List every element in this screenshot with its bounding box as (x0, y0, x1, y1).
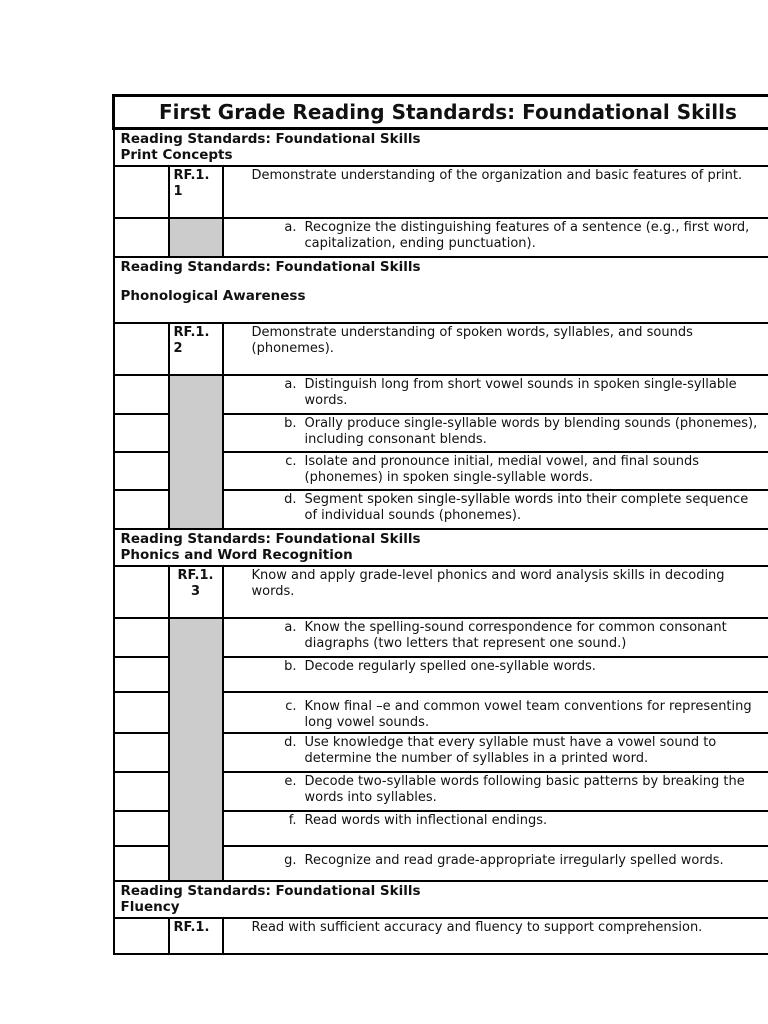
section-subtitle: Fluency (120, 899, 180, 915)
sub-standard-text (223, 452, 768, 490)
sub-standard-text (223, 811, 768, 846)
item-line: Isolate and pronounce initial, medial vowel, and final sounds (304, 454, 700, 469)
checkbox-cell (114, 918, 169, 954)
standards-document (112, 94, 768, 955)
item-letter: b. (284, 659, 297, 674)
item-line: words into syllables. (304, 790, 437, 805)
sub-standard-row (114, 375, 768, 414)
sub-item (252, 377, 768, 409)
standard-line: Demonstrate understanding of spoken words, syllables, and sounds (251, 325, 693, 340)
item-text (305, 813, 548, 829)
item-text (305, 454, 700, 486)
item-text (305, 853, 724, 869)
section-heading-row (114, 529, 768, 566)
sub-item (252, 492, 768, 524)
standard-text (223, 918, 768, 954)
standard-line: Demonstrate understanding of the organization and basic features of print. (251, 168, 743, 183)
item-letter: a. (284, 377, 297, 392)
sub-standard-row (114, 618, 768, 657)
sub-standard-text (223, 657, 768, 692)
document-title: First Grade Reading Standards: Foundational Skills (114, 96, 768, 129)
item-letter: d. (284, 735, 297, 750)
standard-code: RF.1. 2 (169, 323, 223, 375)
item-line: Recognize and read grade-appropriate irregularly spelled words. (304, 853, 724, 868)
item-line: (phonemes) in spoken single-syllable words. (304, 470, 593, 485)
checkbox-cell (114, 566, 169, 618)
item-line: Read words with inflectional endings. (304, 813, 548, 828)
item-letter: a. (284, 220, 297, 235)
checkbox-cell (114, 618, 169, 657)
sub-item (252, 620, 768, 652)
standards-table (112, 94, 768, 955)
sub-standard-text (223, 375, 768, 414)
standard-row (114, 323, 768, 375)
section-heading-row (114, 881, 768, 918)
item-text (305, 774, 745, 806)
standard-code: RF.1. (169, 918, 223, 954)
sub-item (252, 813, 768, 829)
sub-standard-row (114, 218, 768, 257)
checkbox-cell (114, 657, 169, 692)
item-letter: g. (284, 853, 297, 868)
standard-text (223, 166, 768, 218)
section-subtitle: Print Concepts (120, 147, 233, 163)
item-text (305, 659, 596, 675)
sub-item (252, 853, 768, 869)
shaded-cell (169, 375, 223, 529)
sub-standard-text (223, 618, 768, 657)
standard-row (114, 918, 768, 954)
standard-row (114, 566, 768, 618)
standard-row (114, 166, 768, 218)
item-letter: a. (284, 620, 297, 635)
standard-text (223, 566, 768, 618)
section-heading-row (114, 257, 768, 323)
standard-line: Read with sufficient accuracy and fluency to support comprehension. (251, 920, 703, 935)
sub-item (252, 416, 768, 448)
checkbox-cell (114, 811, 169, 846)
standard-line: Know and apply grade-level phonics and word analysis skills in decoding (251, 568, 725, 583)
checkbox-cell (114, 375, 169, 414)
item-text (305, 492, 749, 524)
shaded-cell (169, 618, 223, 881)
checkbox-cell (114, 692, 169, 733)
section-title: Reading Standards: Foundational Skills (120, 531, 421, 547)
checkbox-cell (114, 772, 169, 811)
item-line: of individual sounds (phonemes). (304, 508, 522, 523)
section-subtitle: Phonological Awareness (120, 288, 306, 304)
standard-code: RF.1. 1 (169, 166, 223, 218)
item-letter: d. (284, 492, 297, 507)
section-heading (114, 881, 768, 918)
item-text (305, 620, 727, 652)
section-heading (114, 257, 768, 323)
item-text (305, 416, 758, 448)
sub-standard-text (223, 733, 768, 772)
checkbox-cell (114, 323, 169, 375)
standard-line: (phonemes). (251, 341, 334, 356)
section-title: Reading Standards: Foundational Skills (120, 259, 421, 275)
item-line: Segment spoken single-syllable words into their complete sequence (304, 492, 749, 507)
item-text (305, 735, 717, 767)
sub-standard-text (223, 414, 768, 452)
item-line: Recognize the distinguishing features of a sentence (e.g., first word, (304, 220, 750, 235)
sub-item (252, 454, 768, 486)
title-row (114, 96, 768, 129)
section-heading-row (114, 129, 768, 167)
section-title: Reading Standards: Foundational Skills (120, 883, 421, 899)
item-line: Know the spelling-sound correspondence for common consonant (304, 620, 727, 635)
sub-item (252, 659, 768, 675)
item-letter: f. (288, 813, 297, 828)
checkbox-cell (114, 846, 169, 881)
checkbox-cell (114, 166, 169, 218)
checkbox-cell (114, 218, 169, 257)
sub-item (252, 735, 768, 767)
item-text (305, 377, 737, 409)
standard-text (223, 323, 768, 375)
section-title: Reading Standards: Foundational Skills (120, 131, 421, 147)
standard-code: RF.1. 3 (169, 566, 223, 618)
item-line: including consonant blends. (304, 432, 487, 447)
sub-standard-text (223, 692, 768, 733)
sub-standard-text (223, 218, 768, 257)
checkbox-cell (114, 490, 169, 529)
section-heading (114, 129, 768, 167)
section-heading (114, 529, 768, 566)
item-line: diagraphs (two letters that represent one sound.) (304, 636, 627, 651)
item-line: long vowel sounds. (304, 715, 430, 730)
sub-standard-text (223, 846, 768, 881)
sub-item (252, 774, 768, 806)
sub-standard-text (223, 490, 768, 529)
item-line: Decode regularly spelled one-syllable words. (304, 659, 596, 674)
item-line: Know final –e and common vowel team conventions for representing (304, 699, 752, 714)
item-line: words. (304, 393, 348, 408)
item-line: Distinguish long from short vowel sounds in spoken single-syllable (304, 377, 737, 392)
item-line: capitalization, ending punctuation). (304, 236, 536, 251)
item-letter: e. (284, 774, 297, 789)
checkbox-cell (114, 414, 169, 452)
sub-item (252, 699, 768, 731)
sub-item (252, 220, 768, 252)
item-line: Orally produce single-syllable words by blending sounds (phonemes), (304, 416, 758, 431)
item-letter: b. (284, 416, 297, 431)
item-letter: c. (285, 699, 297, 714)
sub-standard-text (223, 772, 768, 811)
checkbox-cell (114, 733, 169, 772)
section-subtitle: Phonics and Word Recognition (120, 547, 353, 563)
standard-line: words. (251, 584, 295, 599)
shaded-cell (169, 218, 223, 257)
item-text (305, 220, 750, 252)
item-line: Use knowledge that every syllable must have a vowel sound to (304, 735, 717, 750)
item-letter: c. (285, 454, 297, 469)
item-line: Decode two-syllable words following basic patterns by breaking the (304, 774, 745, 789)
item-line: determine the number of syllables in a printed word. (304, 751, 649, 766)
item-text (305, 699, 752, 731)
checkbox-cell (114, 452, 169, 490)
